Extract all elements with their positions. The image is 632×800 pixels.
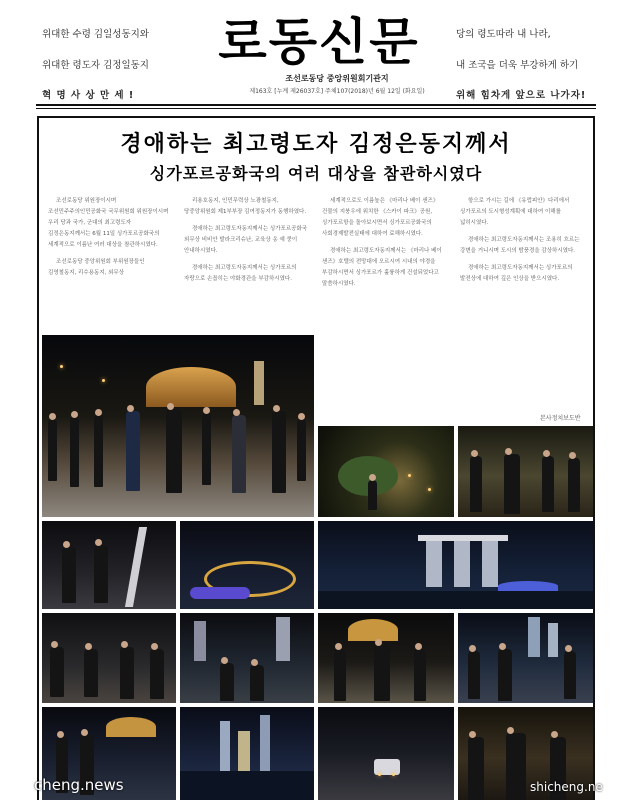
photo-crowd-waving [42,613,176,703]
article-column-3 [322,196,450,296]
paragraph: 세계적으로도 이름높은 《마리나 베이 샌즈》건물의 지붕우에 위치한 《스카이 파크》공원, 싱가포르항을 돌아보시면서 싱가포르공화국의 사회경제발전실태에 대하여 료해하시였다. [322,198,439,237]
person-figure [368,480,377,510]
masthead-rule [36,104,596,106]
person-figure [542,456,554,512]
person-figure [48,419,57,481]
photo-city-skyline [180,707,314,800]
paragraph: 경애하는 최고령도자동지께서는 싱가포르공화국 외무상 비비안 발라크리슈난, 교육상 옹 예 쿵이 안내하시였다. [184,226,308,254]
article-column-1 [48,196,174,285]
tower-shape [528,617,540,657]
person-figure [94,415,103,487]
article-column-4 [460,196,586,291]
street-light [60,365,63,368]
person-figure [202,413,211,485]
dome-shape [106,717,156,737]
photo-motorcade-road [318,707,454,800]
person-figure [297,419,306,481]
person-figure [70,417,79,487]
building-shape [194,621,206,661]
paragraph: 항으로 가시는 길에 《유럽피안》다리에서 싱가포르의 도시형성계획에 대하여 이해를 넓히시였다. [460,198,570,226]
paragraph: 리용호동지, 인민무력상 노광철동지, 당중앙위원회 제1부부장 김여정동지가 동행하였다. [184,198,307,215]
left-slogan-line-2: 위대한 령도자 김정일동지 [42,60,149,71]
dome-shape [348,619,398,641]
tower-shape [482,541,498,587]
lit-arena-shape [498,581,558,591]
photo-night-group [180,613,314,703]
masthead [0,0,632,108]
photo-background [318,707,454,800]
masthead-rule-thin [36,108,596,109]
person-figure [120,647,134,699]
car-light [378,773,381,776]
esplanade-dome-shape [146,367,236,407]
person-figure [468,737,484,800]
building-shape [276,617,290,661]
paragraph: 경애하는 최고령도자동지께서는 싱가포르의 발전상에 대하여 깊은 인상을 받으시였다. [460,265,573,282]
photo-skyline-walk [458,613,593,703]
photo-tree-walk [458,426,593,517]
photo-marina-bay-sands [318,521,593,609]
photo-walking-delegation [42,335,314,517]
person-figure [232,415,246,493]
person-figure [504,454,520,514]
article-headline: 경애하는 최고령도자 김정은동지께서 [120,132,512,157]
tower-shape [260,715,270,771]
person-figure [84,649,98,697]
left-slogan-line-3: 혁 명 사 상 만 세 ! [42,90,135,101]
person-figure [150,649,164,699]
person-figure [564,651,576,699]
person-figure [506,733,526,800]
person-figure [62,547,76,603]
photo-viewing-deck [42,521,176,609]
photo-credit: 본사정치보도반 [540,415,581,422]
watermark-right: shicheng.ne [530,780,603,794]
person-figure [272,411,286,493]
paragraph: 경애하는 최고령도자동지께서는 《마리나 베이 샌즈》호텔의 전망대에 오르시여 시내의 야경을 부감하시면서 싱가포르가 훌륭하게 건설되었다고 말씀하시였다. [322,248,442,287]
person-figure [498,649,512,701]
tower-shape [238,731,250,771]
paragraph: 경애하는 최고령도자동지께서는 싱가포르의 자랑으로 손꼽히는 야화경관을 부감하시였다. [184,265,297,282]
tower-shape [454,541,470,587]
newspaper-logo: 로동신문 [218,12,420,71]
person-figure [250,665,264,701]
photo-dome-walk [318,613,454,703]
person-figure [126,411,140,491]
tower-shape [426,541,442,587]
issue-line: 조선로동당 중앙위원회기관지 [285,74,389,83]
person-figure [166,409,182,493]
person-figure [470,456,482,512]
person-figure [50,647,64,697]
person-figure [220,663,234,701]
person-figure [374,645,390,701]
paragraph: 경애하는 최고령도자동지께서는 조용히 흐르는 강변을 거니시며 도시의 밤풍경을 감상하시였다. [460,237,580,254]
right-slogan-line-2: 내 조국을 더욱 부강하게 하기 [456,60,579,71]
person-figure [468,651,480,699]
watermark-left: cheng.news [34,776,124,794]
water-shape [318,591,593,609]
paragraph: 조선로동당 위원장이시며 조선민주주의인민공화국 국무위원회 위원장이시며 우리 당과 국가, 군대의 최고령도자 김정은동지께서는 6월 11일 싱가포르공화국의 세계적으로 이름난 여러 대상을 참관하시였다. [48,198,169,248]
car-light [392,773,395,776]
tower-shape [548,623,558,657]
left-slogan-line-1: 위대한 수령 김일성동지와 [42,29,149,40]
garden-light [408,474,411,477]
paragraph: 조선로동당 중앙위원회 부위원장들인 김영철동지, 리수용동지, 외무상 [48,259,145,276]
building-shape [254,361,264,405]
water-shape [180,771,314,800]
person-figure [414,649,426,701]
person-figure [568,458,580,512]
photo-garden-night [318,426,454,517]
article-subhead: 싱가포르공화국의 여러 대상을 참관하시였다 [149,164,483,183]
tower-shape [220,721,230,771]
right-slogan-line-3: 위해 힘차게 앞으로 나가자! [456,90,587,101]
lit-building-shape [190,587,250,599]
issue-number: 제163호 [누계 제26037호] 주체107(2018)년 6월 12일 (화요일) [249,88,425,95]
street-light [102,379,105,382]
article-column-2 [184,196,312,291]
garden-light [428,488,431,491]
photo-aerial-bay [180,521,314,609]
person-figure [94,545,108,603]
person-figure [334,649,346,701]
right-slogan-line-1: 당의 령도따라 내 나라, [456,29,551,40]
